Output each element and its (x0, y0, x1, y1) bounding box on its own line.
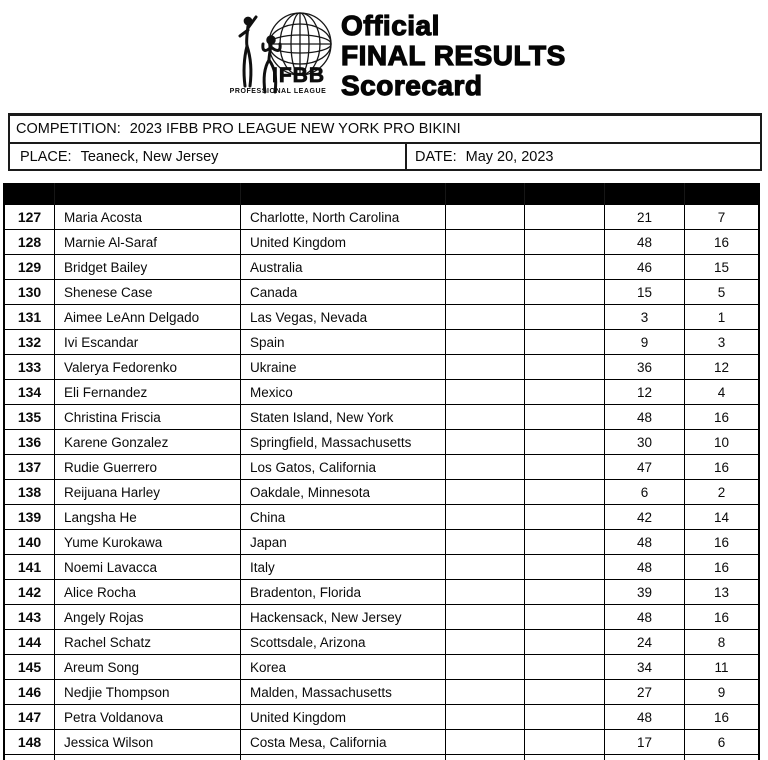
table-row (5, 480, 758, 505)
judging-cell (525, 380, 605, 404)
final-placing: 16 (713, 709, 730, 725)
competitor-name: Bridget Bailey (55, 255, 241, 279)
competitor-name: Noemi Lavacca (55, 555, 241, 579)
place-date-row (10, 144, 760, 169)
ifbb-logo (222, 8, 340, 105)
competitor-location: Oakdale, Minnesota (241, 480, 446, 504)
judging-cell (525, 530, 605, 554)
table-row (5, 330, 758, 355)
total-score: 36 (605, 355, 685, 379)
competitor-number: 136 (5, 430, 55, 454)
judging-cell (525, 330, 605, 354)
competitor-number: 135 (5, 405, 55, 429)
competitor-name: Rudie Guerrero (55, 455, 241, 479)
competitor-number: 146 (5, 680, 55, 704)
competitor-name: Yume Kurokawa (55, 530, 241, 554)
competitor-location: United Kingdom (241, 705, 446, 729)
total-score: 48 (605, 555, 685, 579)
final-placing: 13 (713, 584, 730, 600)
total-score: 39 (605, 580, 685, 604)
total-score: 3 (605, 305, 685, 329)
total-score: 6 (605, 480, 685, 504)
competitor-location (241, 755, 446, 760)
judging-cell (446, 255, 525, 279)
date-cell (407, 144, 760, 169)
competitor-number: 148 (5, 730, 55, 754)
final-placing: 14 (713, 509, 730, 525)
competitor-name: Petra Voldanova (55, 705, 241, 729)
competitor-number: 142 (5, 580, 55, 604)
final-placing: 6 (717, 734, 726, 750)
title-line-scorecard: Scorecard (341, 70, 483, 101)
judging-cell (525, 255, 605, 279)
competitor-number: 140 (5, 530, 55, 554)
final-placing: 16 (713, 409, 730, 425)
header-cell-number (5, 183, 55, 205)
final-placing: 16 (713, 559, 730, 575)
competitor-location: United Kingdom (241, 230, 446, 254)
judging-cell (446, 455, 525, 479)
competitor-location: Ukraine (241, 355, 446, 379)
final-placing: 9 (717, 684, 726, 700)
competition-row (10, 116, 760, 144)
title-line-official: Official (341, 10, 440, 41)
total-score: 9 (605, 330, 685, 354)
competitor-number (5, 755, 55, 760)
competitor-name: Alice Rocha (55, 580, 241, 604)
competitor-number: 138 (5, 480, 55, 504)
judging-cell (525, 230, 605, 254)
header-cell-blank2 (525, 183, 605, 205)
total-score: 48 (605, 605, 685, 629)
judging-cell (446, 205, 525, 229)
total-score: 24 (605, 630, 685, 654)
judging-cell (525, 455, 605, 479)
judging-cell (446, 505, 525, 529)
place-value: Teaneck, New Jersey (80, 148, 219, 165)
competitor-location: Springfield, Massachusetts (241, 430, 446, 454)
final-placing: 16 (713, 534, 730, 550)
competitor-name: Marnie Al-Saraf (55, 230, 241, 254)
judging-cell (446, 755, 525, 760)
table-row (5, 230, 758, 255)
final-placing (685, 755, 758, 760)
competitor-location: Canada (241, 280, 446, 304)
table-row (5, 255, 758, 280)
final-placing: 8 (717, 634, 726, 650)
competitor-number: 143 (5, 605, 55, 629)
competitor-name: Shenese Case (55, 280, 241, 304)
judging-cell (525, 755, 605, 760)
judging-cell (446, 430, 525, 454)
place-cell (10, 144, 407, 169)
competitor-name: Nedjie Thompson (55, 680, 241, 704)
judging-cell (525, 305, 605, 329)
competitor-number: 127 (5, 205, 55, 229)
competitor-number: 129 (5, 255, 55, 279)
competitor-number: 147 (5, 705, 55, 729)
final-placing: 1 (717, 309, 726, 325)
final-placing: 16 (713, 609, 730, 625)
judging-cell (446, 605, 525, 629)
competitor-name: Langsha He (55, 505, 241, 529)
competition-value: 2023 IFBB PRO LEAGUE NEW YORK PRO BIKINI (129, 121, 461, 137)
table-row-partial (5, 755, 758, 760)
table-row (5, 630, 758, 655)
document-title (341, 11, 566, 101)
ifbb-logo-text: IFBB (272, 64, 325, 87)
competitor-number: 131 (5, 305, 55, 329)
judging-cell (525, 705, 605, 729)
judging-cell (446, 480, 525, 504)
final-placing: 5 (717, 284, 726, 300)
competitor-name: Christina Friscia (55, 405, 241, 429)
competitor-location: Hackensack, New Jersey (241, 605, 446, 629)
header-cell-name (55, 183, 241, 205)
header-cell-location (241, 183, 446, 205)
competitor-number: 128 (5, 230, 55, 254)
judging-cell (525, 280, 605, 304)
judging-cell (525, 655, 605, 679)
competitor-name: Ivi Escandar (55, 330, 241, 354)
results-table-body (5, 205, 758, 755)
competition-label: COMPETITION: (16, 121, 121, 137)
competitor-location: Bradenton, Florida (241, 580, 446, 604)
table-row (5, 605, 758, 630)
header-cell-score (605, 183, 685, 205)
competitor-location: Italy (241, 555, 446, 579)
competitor-location: China (241, 505, 446, 529)
total-score: 12 (605, 380, 685, 404)
judging-cell (446, 330, 525, 354)
table-row (5, 305, 758, 330)
judging-cell (446, 530, 525, 554)
total-score: 48 (605, 230, 685, 254)
table-row (5, 580, 758, 605)
competitor-location: Australia (241, 255, 446, 279)
table-row (5, 655, 758, 680)
competitor-location: Las Vegas, Nevada (241, 305, 446, 329)
competitor-number: 139 (5, 505, 55, 529)
ifbb-logo-subtitle: PROFESSIONAL LEAGUE (229, 88, 327, 95)
competition-info-box (8, 113, 762, 171)
judging-cell (446, 680, 525, 704)
table-row (5, 380, 758, 405)
table-row (5, 730, 758, 755)
judging-cell (446, 580, 525, 604)
total-score: 42 (605, 505, 685, 529)
competitor-location: Scottsdale, Arizona (241, 630, 446, 654)
table-row (5, 680, 758, 705)
judging-cell (446, 555, 525, 579)
judging-cell (446, 280, 525, 304)
judging-cell (525, 605, 605, 629)
final-placing: 10 (713, 434, 730, 450)
final-placing: 7 (717, 209, 726, 225)
judging-cell (525, 205, 605, 229)
date-value: May 20, 2023 (465, 148, 554, 165)
table-row (5, 505, 758, 530)
table-row (5, 530, 758, 555)
judging-cell (525, 680, 605, 704)
title-line-final-results: FINAL RESULTS (341, 40, 566, 71)
table-row (5, 205, 758, 230)
total-score: 27 (605, 680, 685, 704)
competitor-number: 134 (5, 380, 55, 404)
header-cell-blank1 (446, 183, 525, 205)
total-score: 46 (605, 255, 685, 279)
total-score (605, 755, 685, 760)
results-table (3, 183, 760, 760)
competitor-number: 130 (5, 280, 55, 304)
total-score: 47 (605, 455, 685, 479)
judging-cell (525, 555, 605, 579)
place-label: PLACE: (20, 148, 72, 165)
competitor-name: Rachel Schatz (55, 630, 241, 654)
competitor-name: Angely Rojas (55, 605, 241, 629)
total-score: 48 (605, 705, 685, 729)
judging-cell (525, 430, 605, 454)
total-score: 48 (605, 405, 685, 429)
judging-cell (446, 630, 525, 654)
table-row (5, 355, 758, 380)
table-row (5, 455, 758, 480)
competitor-location: Los Gatos, California (241, 455, 446, 479)
competitor-location: Korea (241, 655, 446, 679)
judging-cell (525, 505, 605, 529)
table-row (5, 405, 758, 430)
judging-cell (446, 730, 525, 754)
judging-cell (525, 355, 605, 379)
final-placing: 2 (717, 484, 726, 500)
total-score: 34 (605, 655, 685, 679)
competitor-name: Jessica Wilson (55, 730, 241, 754)
total-score: 15 (605, 280, 685, 304)
judging-cell (446, 230, 525, 254)
final-placing: 15 (713, 259, 730, 275)
total-score: 30 (605, 430, 685, 454)
final-placing: 16 (713, 459, 730, 475)
competitor-name: Reijuana Harley (55, 480, 241, 504)
table-row (5, 430, 758, 455)
judging-cell (446, 355, 525, 379)
competitor-number: 141 (5, 555, 55, 579)
table-row (5, 555, 758, 580)
total-score: 17 (605, 730, 685, 754)
total-score: 48 (605, 530, 685, 554)
competitor-location: Japan (241, 530, 446, 554)
competitor-number: 132 (5, 330, 55, 354)
judging-cell (525, 730, 605, 754)
judging-cell (446, 705, 525, 729)
competitor-number: 144 (5, 630, 55, 654)
final-placing: 12 (713, 359, 730, 375)
judging-cell (446, 380, 525, 404)
competitor-name: Valerya Fedorenko (55, 355, 241, 379)
competitor-location: Spain (241, 330, 446, 354)
judging-cell (525, 480, 605, 504)
date-label: DATE: (415, 148, 457, 165)
table-row (5, 280, 758, 305)
judging-cell (525, 630, 605, 654)
competitor-number: 145 (5, 655, 55, 679)
final-placing: 4 (717, 384, 726, 400)
competitor-name: Karene Gonzalez (55, 430, 241, 454)
competitor-location: Costa Mesa, California (241, 730, 446, 754)
judging-cell (446, 305, 525, 329)
table-row (5, 705, 758, 730)
results-table-header (5, 183, 758, 205)
judging-cell (446, 655, 525, 679)
competitor-location: Charlotte, North Carolina (241, 205, 446, 229)
competitor-location: Mexico (241, 380, 446, 404)
competitor-location: Staten Island, New York (241, 405, 446, 429)
competitor-name: Aimee LeAnn Delgado (55, 305, 241, 329)
judging-cell (525, 580, 605, 604)
competitor-name: Maria Acosta (55, 205, 241, 229)
competitor-location: Malden, Massachusetts (241, 680, 446, 704)
competitor-number: 137 (5, 455, 55, 479)
competitor-name (55, 755, 241, 760)
total-score: 21 (605, 205, 685, 229)
competitor-name: Areum Song (55, 655, 241, 679)
final-placing: 3 (717, 334, 726, 350)
judging-cell (446, 405, 525, 429)
final-placing: 16 (713, 234, 730, 250)
competitor-number: 133 (5, 355, 55, 379)
header-cell-place (685, 183, 758, 205)
final-placing: 11 (714, 659, 729, 675)
judging-cell (525, 405, 605, 429)
competitor-name: Eli Fernandez (55, 380, 241, 404)
